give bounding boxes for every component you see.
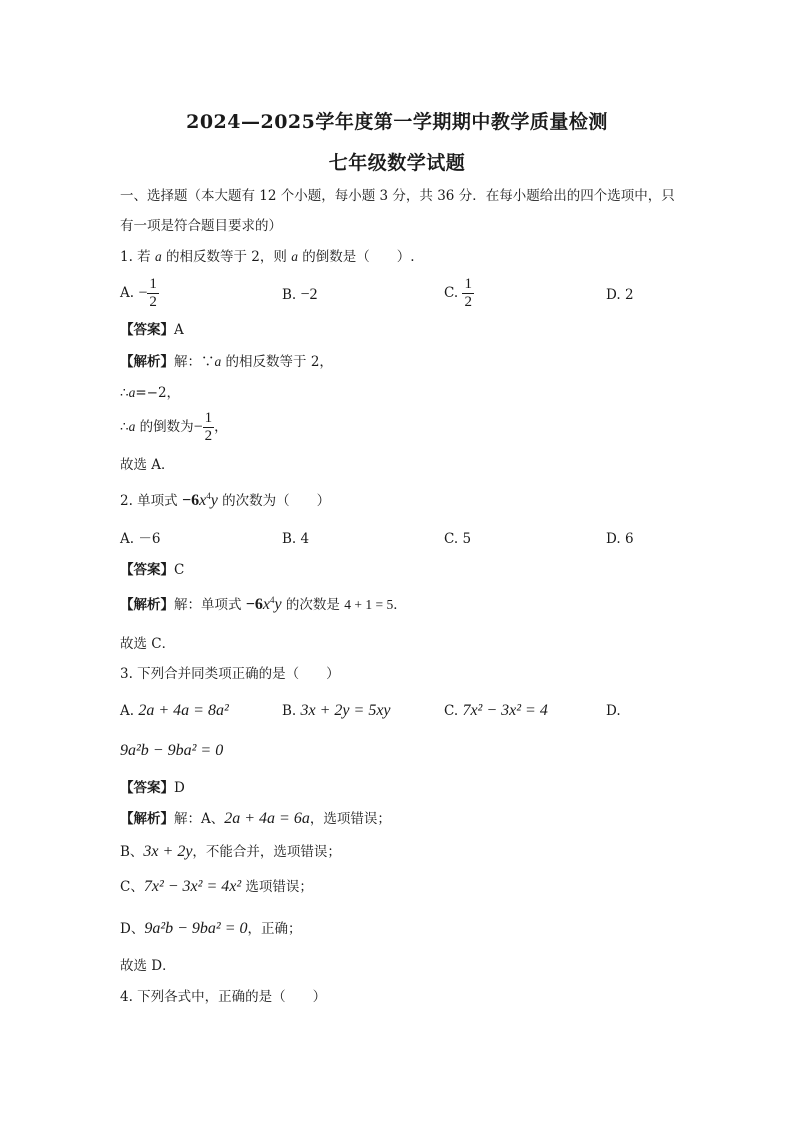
- q3-analysis-b: B、3x + 2y，不能合并，选项错误；: [120, 843, 341, 860]
- exam-title: 2024—2025学年度第一学期期中教学质量检测: [186, 111, 608, 133]
- q3-stem: 3. 下列合并同类项正确的是（ ）: [120, 666, 340, 682]
- q3-analysis-d: D、9a²b − 9ba² = 0，正确；: [120, 920, 302, 937]
- q2-option-b: B. 4: [282, 531, 310, 547]
- fraction: $\frac{1}{2}$: [204, 410, 213, 444]
- q2-analysis: 【解析】解：单项式 $-6x^4y$ 的次数是 4 + 1 = 5．: [120, 595, 407, 613]
- q3-answer: 【答案】D: [120, 780, 185, 796]
- q3-analysis-a: 【解析】解：A、2a + 4a = 6a，选项错误；: [120, 810, 391, 827]
- exam-subtitle: 七年级数学试题: [328, 152, 466, 174]
- q2-option-d: D. 6: [606, 531, 634, 547]
- q3-option-d-expr: 9a²b − 9ba² = 0: [120, 742, 224, 759]
- q1-stem: 1. 若 a 的相反数等于 2，则 a 的倒数是（ ）.: [120, 249, 415, 265]
- fraction: $\frac{1}{2}$: [149, 276, 157, 310]
- q3-analysis-c: C、7x² − 3x² = 4x² 选项错误；: [120, 878, 313, 895]
- q2-conclusion: 故选 C．: [120, 636, 176, 652]
- fraction: $\frac{1}{2}$: [464, 276, 472, 310]
- q1-option-b: B. −2: [282, 286, 318, 303]
- q3-option-a: A. 2a + 4a = 8a²: [120, 702, 229, 719]
- section-heading-line1: 一、选择题（本大题有 12 个小题，每小题 3 分，共 36 分．在每小题给出的四个选项中，只: [120, 188, 675, 204]
- q2-option-c: C. 5: [444, 531, 472, 547]
- q4-stem: 4. 下列各式中，正确的是（ ）: [120, 989, 327, 1005]
- q3-option-d: D.: [606, 703, 621, 719]
- q1-analysis-line3: ∴a 的倒数为− $\frac{1}{2}$ ，: [120, 410, 228, 444]
- q1-answer: 【答案】A: [120, 322, 184, 338]
- q3-conclusion: 故选 D．: [120, 958, 176, 974]
- q2-option-a: A. －6: [120, 531, 161, 547]
- section-heading-line2: 有一项是符合题目要求的）: [120, 218, 282, 234]
- q1-conclusion: 故选 A．: [120, 457, 175, 473]
- q3-option-c: C. 7x² − 3x² = 4: [444, 702, 548, 719]
- q1-analysis-line2: ∴a=−2，: [120, 385, 181, 401]
- q3-option-b: B. 3x + 2y = 5xy: [282, 702, 391, 719]
- q2-stem: 2. 单项式 $-6x^4y$ 的次数为（ ）: [120, 491, 331, 509]
- q1-option-c: C. $\frac{1}{2}$: [444, 276, 472, 310]
- q1-analysis-line1: 【解析】解：∵a 的相反数等于 2，: [120, 354, 333, 370]
- q2-answer: 【答案】C: [120, 562, 185, 578]
- q1-option-d: D. 2: [606, 287, 634, 303]
- q1-option-a: A. − $\frac{1}{2}$: [120, 276, 157, 310]
